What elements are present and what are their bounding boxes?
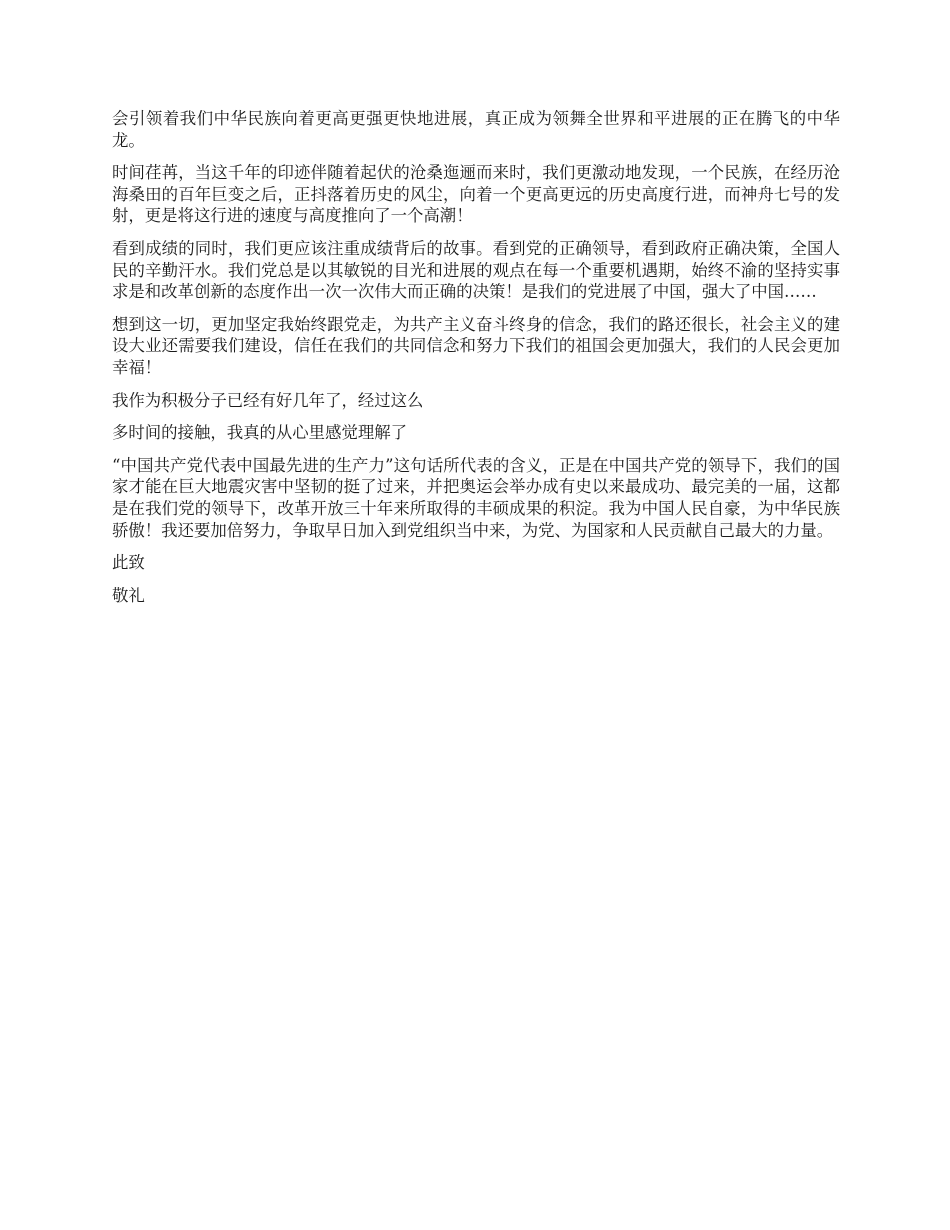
paragraph: “中国共产党代表中国最先进的生产力”这句话所代表的含义，正是在中国共产党的领导下，我们的国家才能在巨大地震灾害中坚韧的挺了过来，并把奥运会举办成有史以来最成功、最完美的一届，这都是在我们党的领导下，改革开放三十年来所取得的丰硕成果的积淀。我为中国人民自豪，为中华民族骄傲！我还要加倍努力，争取早日加入到党组织当中来，为党、为国家和人民贡献自己最大的力量。 xyxy=(112,455,840,540)
paragraph: 想到这一切，更加坚定我始终跟党走，为共产主义奋斗终身的信念，我们的路还很长，社会主义的建设大业还需要我们建设，信任在我们的共同信念和努力下我们的祖国会更加强大，我们的人民会更加幸福！ xyxy=(112,314,840,377)
document-body xyxy=(112,108,840,617)
paragraph: 时间荏苒，当这千年的印迹伴随着起伏的沧桑迤逦而来时，我们更激动地发现，一个民族，在经历沧海桑田的百年巨变之后，正抖落着历史的风尘，向着一个更高更远的历史高度行进，而神舟七号的发射，更是将这行进的速度与高度推向了一个高潮！ xyxy=(112,163,840,226)
paragraph: 多时间的接触，我真的从心里感觉理解了 xyxy=(112,423,408,443)
paragraph: 看到成绩的同时，我们更应该注重成绩背后的故事。看到党的正确领导，看到政府正确决策，全国人民的辛勤汗水。我们党总是以其敏锐的目光和进展的观点在每一个重要机遇期，始终不渝的坚持实事求是和改革创新的态度作出一次一次伟大而正确的决策！是我们的党进展了中国，强大了中国…… xyxy=(112,238,840,302)
closing-salutation: 此致 xyxy=(112,553,145,573)
paragraph: 我作为积极分子已经有好几年了，经过这么 xyxy=(112,390,424,410)
closing-regards: 敬礼 xyxy=(112,585,145,605)
paragraph: 会引领着我们中华民族向着更高更强更快地进展，真正成为领舞全世界和平进展的正在腾飞的中华龙。 xyxy=(112,109,840,150)
